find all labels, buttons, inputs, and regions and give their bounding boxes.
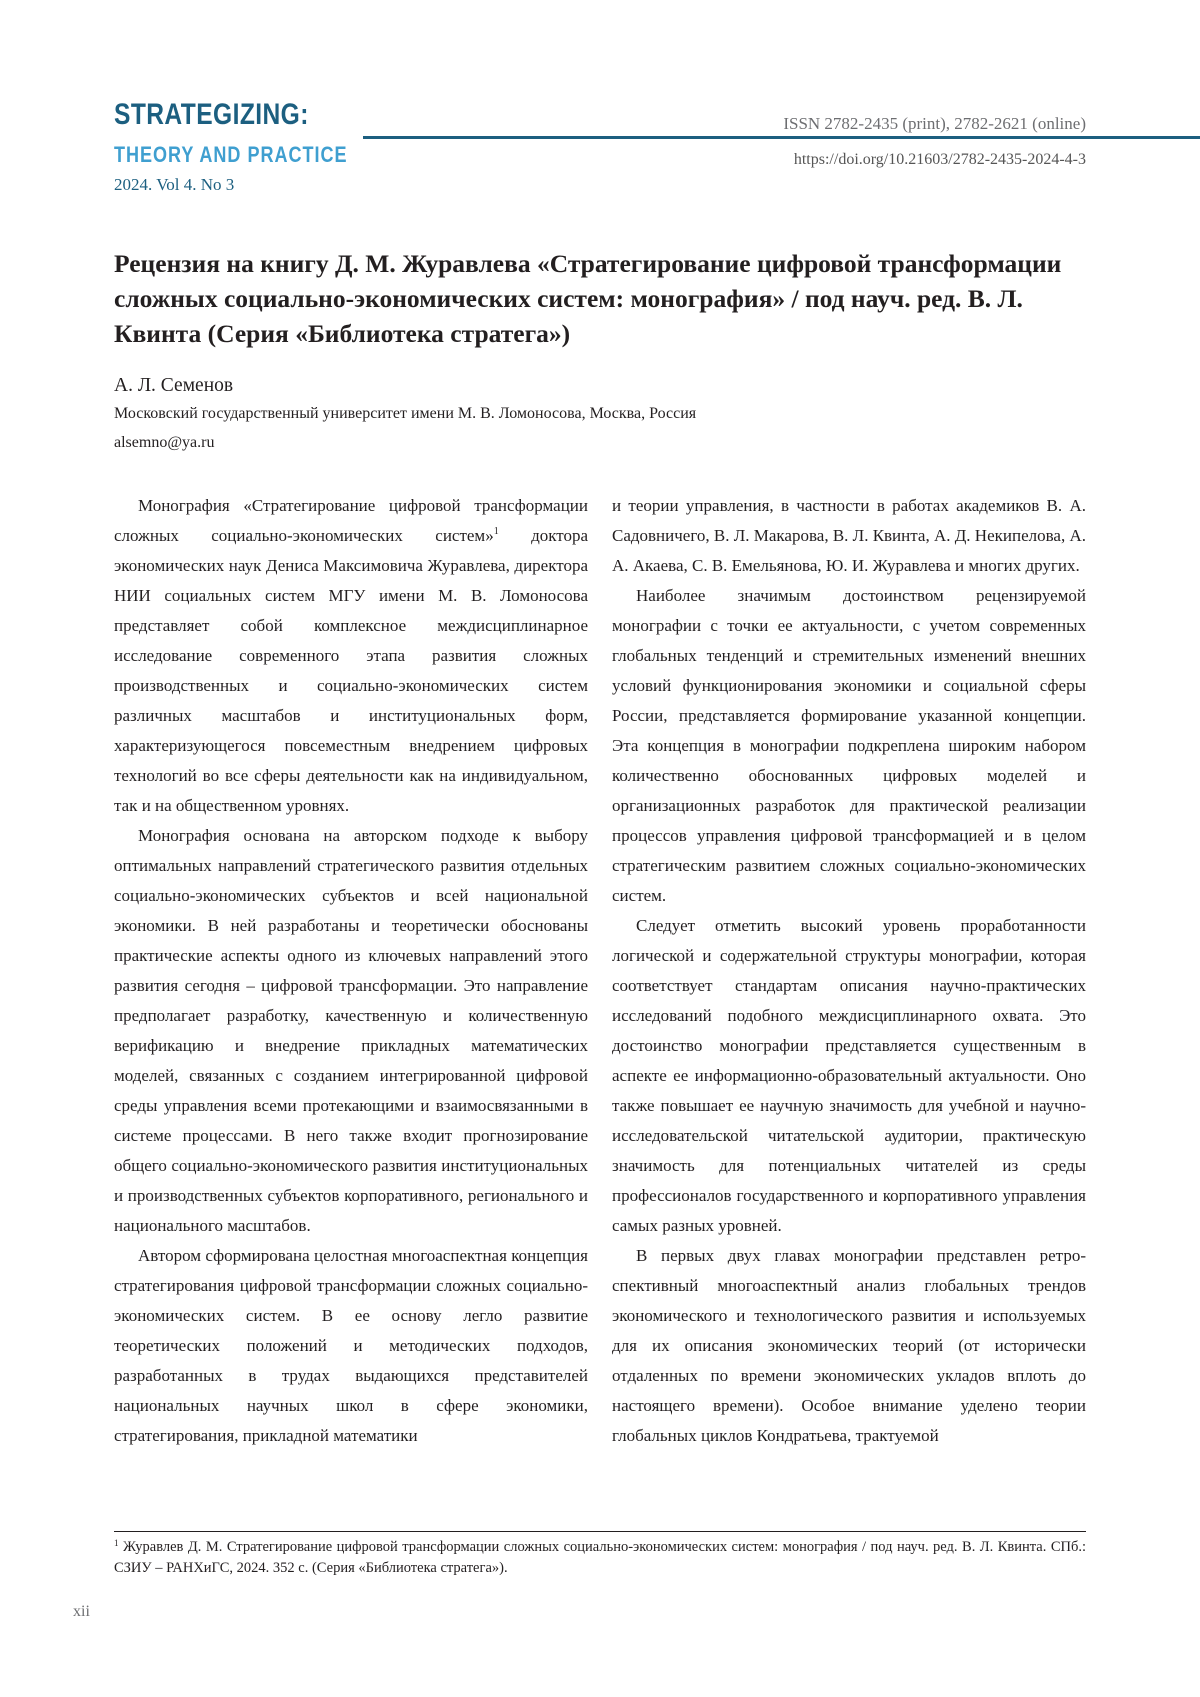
author-email[interactable]: alsemno@ya.ru [114, 434, 215, 451]
journal-issue: 2024. Vol 4. No 3 [114, 175, 235, 194]
footnote [114, 1537, 1086, 1579]
article-title: Рецензия на книгу Д. М. Журавлева «Стратегирование цифровой трансформации сложных социально-экономических систем: монография» / под науч. ред. В. Л. Квинта (Серия «Библиотека стратега») [114, 249, 1062, 348]
journal-title: STRATEGIZING: [114, 98, 309, 131]
footnote-text: Журавлев Д. М. Стратегирование цифровой трансформации сложных социально-экономических систем: монография / под науч. ред. В. Л. Квинта. СПб.: СЗИУ – РАНХиГС, 2024. 352 с. (Серия «Библиотека стратега»). [114, 1539, 1086, 1576]
issn: ISSN 2782-2435 (print), 2782-2621 (online) [783, 114, 1086, 133]
paragraph-text: Монография «Стратегирование цифровой трансформации сложных социально-экономических систем» [114, 496, 588, 545]
paragraph: Монография основана на авторском подходе к выбору оптимальных направлений стратегического развития отдельных социально-экономических субъектов и всей национальной экономики. В ней разработаны и теоретически обоснованы практические аспекты одного из ключевых направлений этого развития сегодня – цифровой трансформации. Это направление предполагает разработку, качественную и количественную верификацию и внедрение прикладных математических моделей, связанных с созданием интегрированной цифровой среды управления всеми протекающими и взаимосвязанными в системе процессами. В него также входит прогнозирование общего социально-экономического развития институциональных и производственных субъектов корпоративного, регионального и национального масштабов. [114, 826, 588, 1235]
paragraph: В первых двух главах монографии представлен ретроспективный многоаспектный анализ глобальных трендов экономического и технологического развития и используемых для их описания экономических теорий (от исторически отдаленных по времени экономических укладов вплоть до настоящего времени). Особое внимание уделено теории глобальных циклов Кондратьева, трактуемой [612, 1246, 1086, 1445]
footnote-marker: 1 [114, 1538, 119, 1548]
paragraph-text: доктора экономических наук Дениса Максимовича Журавлева, директора НИИ социальных систем МГУ имени М. В. Ломоносова представляет собой комплексное междисциплинарное исследование современного этапа развития сложных производственных и социально-экономических систем различных масштабов и институциональных форм, характеризующегося повсеместным внедрением цифровых технологий во все сферы деятельности как на индивидуальном, так и на общественном уровнях. [114, 526, 589, 815]
header-rule [363, 136, 1200, 139]
paragraph: Автором сформирована целостная многоаспектная концепция стратегирования цифровой трансформации сложных социально-экономических систем. В ее основу легло развитие теоретических положений и методических подходов, разработанных в трудах выдающихся представителей национальных научных школ в сфере экономики, стратегирования, прикладной математики [114, 1246, 588, 1445]
right-column [612, 491, 1086, 1451]
paragraph [114, 491, 588, 821]
footnote-rule [114, 1531, 1086, 1532]
page-number: xii [73, 1603, 90, 1620]
paragraph: и теории управления, в частности в работах академиков В. А. Садовничего, В. Л. Макарова, В. Л. Квинта, А. Д. Некипелова, А. А. Акаева, С. В. Емельянова, Ю. И. Журавлева и многих других. [612, 496, 1086, 575]
author-affiliation: Московский государственный университет имени М. В. Ломоносова, Москва, Россия [114, 405, 697, 422]
paragraph: Наиболее значимым достоинством рецензируемой монографии с точки ее актуальности, с учетом современных глобальных тенденций и стремительных изменений внешних условий функционирования экономики и социальной сферы России, представляется формирование указанной концепции. Эта концепция в монографии подкреплена широким набором количественно обоснованных цифровых моделей и организационных разработок для практической реализации процессов управления цифровой трансформацией и в целом стратегическим развитием сложных социально-экономических систем. [612, 586, 1086, 905]
journal-subtitle: THEORY AND PRACTICE [114, 142, 348, 167]
footnote-reference[interactable]: 1 [493, 526, 499, 537]
left-column [114, 491, 588, 1451]
doi-link[interactable]: https://doi.org/10.21603/2782-2435-2024-4-3 [793, 151, 1086, 168]
paragraph: Следует отметить высокий уровень проработанности логической и содержательной структуры монографии, которая соответствует стандартам описания научно-практических исследований подобного междисциплинарного охвата. Это достоинство монографии представляется существенным в аспекте ее информационно-образовательный актуальности. Оно также повышает ее научную значимость для учебной и научно-исследовательской читательской аудитории, практическую значимость для потенциальных читателей из среды профессионалов государственного и корпоративного управления самых разных уровней. [612, 916, 1086, 1235]
author-name: А. Л. Семенов [114, 375, 234, 396]
